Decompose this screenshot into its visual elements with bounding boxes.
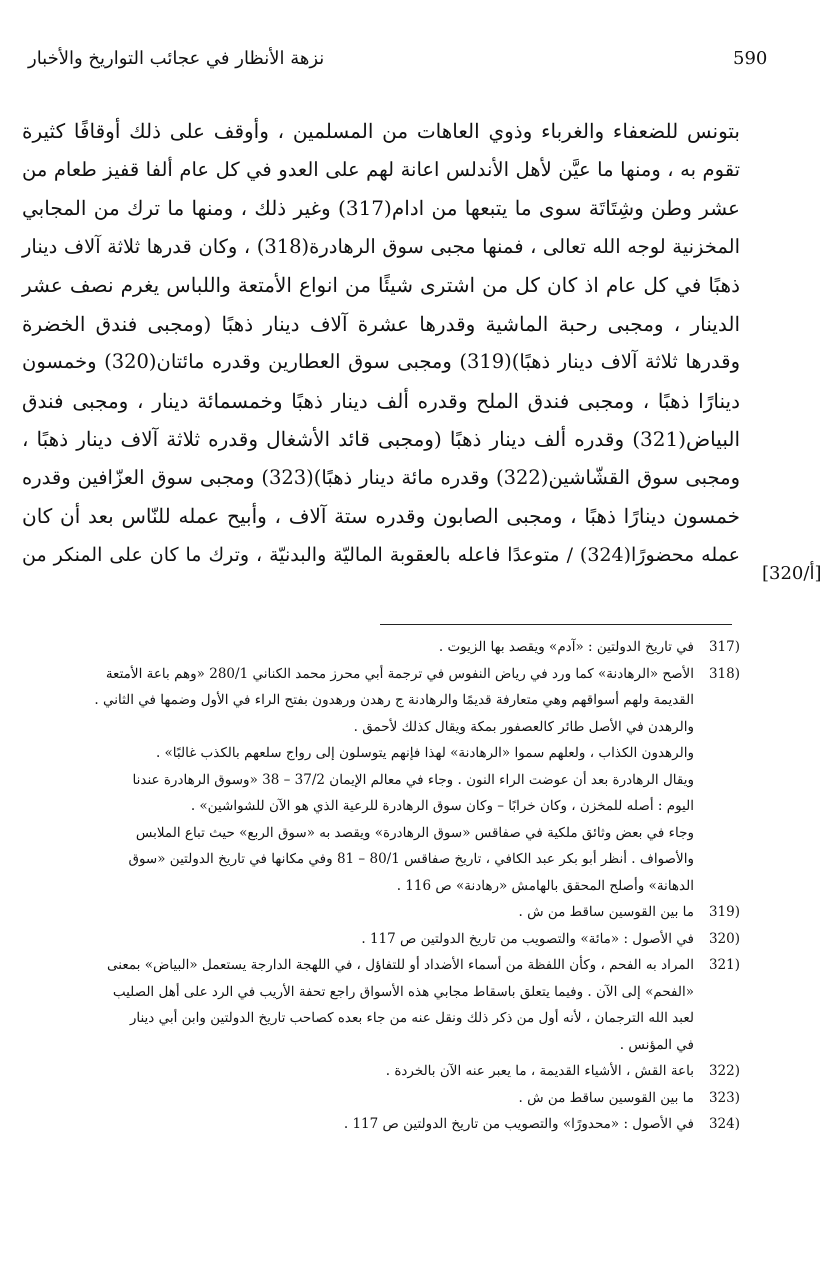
footnote-line: ويقال الرهادرة بعد أن عوضت الراء النون . وجاء في معالم الإيمان 37/2 – 38 «وسوق الرهادرة عندنا xyxy=(132,771,694,788)
footnote-line: باعة القش ، الأشياء القديمة ، ما يعبر عنه الآن بالخردة . xyxy=(385,1063,694,1079)
footnote-line: والأصواف . أنظر أبو بكر عبد الكافي ، تاريخ صفاقس 80/1 – 81 وفي مكانها في تاريخ الدولتين «سوق xyxy=(128,851,694,867)
text-line-content: بتونس للضعفاء والغرباء وذوي العاهات من المسلمين ، وأوقف على ذلك أوقافًا كثيرة xyxy=(22,119,740,143)
footnote xyxy=(28,952,740,1058)
page-number: 590 xyxy=(733,48,768,69)
text-line-content: وقدرها ثلاثة آلاف دينار ذهبًا)(319) ومجبى سوق العطارين وقدره مائتان(320) وخمسون xyxy=(22,350,741,373)
footnote-number: 319) xyxy=(708,904,740,920)
footnote-body xyxy=(28,1058,694,1085)
main-text xyxy=(22,112,740,574)
footnote xyxy=(28,661,740,900)
footnote-number: 324) xyxy=(708,1116,740,1132)
footnote-line: في الأصول : «محدورًا» والتصويب من تاريخ الدولتين ص 117 . xyxy=(343,1116,694,1132)
text-line xyxy=(22,112,740,151)
footnote-line: والرهدون الكذاب ، ولعلهم سموا «الرهادنة» لهذا فإنهم يتوسلون إلى رواج سلعهم بالكذب غالبًا» . xyxy=(155,745,694,761)
footnote-line: الأصح «الرهادنة» كما ورد في رياض النفوس في ترجمة أبي محرز محمد الكناني 280/1 «وهم باعة الأمتعة xyxy=(105,665,694,682)
footnote-line: «الفحم» إلى الآن . وفيما يتعلق باسقاط مجابي هذه الأسواق راجع تحفة الأريب في الرد على أهل الصليب xyxy=(112,983,694,1000)
text-line-content: تقوم به ، ومنها ما عيَّن لأهل الأندلس اعانة لهم على العدو في كل عام ألفا قفيز طعام من xyxy=(22,157,740,181)
footnote-line: ما بين القوسين ساقط من ش . xyxy=(518,1089,694,1106)
footnote-line: المراد به الفحم ، وكأن اللفظة من أسماء الأضداد أو للتفاؤل ، في اللهجة الدارجة يستعمل «البياض» بمعنى xyxy=(107,957,694,973)
footnote xyxy=(28,1085,740,1112)
footnote-line: لعبد الله الترجمان ، لأنه أول من ذكر ذلك ونقل عنه من جاء بعده كصاحب تاريخ الدولتين وابن أبي دينار xyxy=(129,1010,694,1026)
text-line xyxy=(22,497,740,536)
footnote-line: الدهانة» وأصلح المحقق بالهامش «رهادنة» ص 116 . xyxy=(396,877,694,894)
footnote-body xyxy=(28,1085,694,1112)
footnote-body xyxy=(28,661,694,900)
footnote xyxy=(28,634,740,661)
text-line-content: عشر وطن وشِتَاتَة سوى ما يتبعها من ادام(317) وغير ذلك ، ومنها ما ترك من المجابي xyxy=(22,196,740,220)
text-line-content: الدينار ، ومجبى رحبة الماشية وقدرها عشرة آلاف دينار ذهبًا (ومجبى فندق الخضرة xyxy=(22,311,740,336)
footnote-line: في المؤنس . xyxy=(619,1036,694,1053)
footnote-line: في الأصول : «مائة» والتصويب من تاريخ الدولتين ص 117 . xyxy=(361,930,694,947)
footnote-line: القديمة ولهم أسواقهم وهي متعارفة قديمًا والرهادنة ج رهدن ورهدون بفتح الراء في الأول وضمها في الثاني . xyxy=(94,692,694,708)
footnote xyxy=(28,1111,740,1138)
text-line xyxy=(22,420,740,459)
footnote-body xyxy=(28,899,694,926)
text-line xyxy=(22,459,740,498)
footnote-line: في تاريخ الدولتين : «آدم» ويقصد بها الزيوت . xyxy=(438,639,694,655)
text-line xyxy=(22,266,740,305)
footnotes xyxy=(28,634,740,1138)
text-line-content: البياض(321) وقدره ألف دينار ذهبًا (ومجبى قائد الأشغال وقدره ثلاثة آلاف دينار ذهبًا ، xyxy=(22,427,740,451)
footnote-body xyxy=(28,952,694,1058)
footnote-number: 320) xyxy=(708,930,740,947)
footnote-line: ما بين القوسين ساقط من ش . xyxy=(518,904,694,920)
text-line-content: ومجبى سوق القشّاشين(322) وقدره مائة دينار ذهبًا)(323) ومجبى سوق العزّافين وقدره xyxy=(22,465,741,489)
text-line xyxy=(22,305,740,344)
text-line xyxy=(22,536,740,575)
footnote-separator xyxy=(380,624,732,625)
text-line-content: المخزنية لوجه الله تعالى ، فمنها مجبى سوق الرهادرة(318) ، وكان قدرها ثلاثة آلاف دينار xyxy=(22,234,740,258)
text-line xyxy=(22,151,740,190)
footnote-body xyxy=(28,1111,694,1138)
footnote xyxy=(28,926,740,953)
text-line-content: عمله محضورًا(324) / متوعدًا فاعله بالعقوبة الماليّة والبدنيّة ، وترك ما كان على المنكر من xyxy=(22,543,740,566)
footnote xyxy=(28,1058,740,1085)
footnote-number: 323) xyxy=(708,1089,740,1106)
footnote-line: والرهدن في الأصل طائر كالعصفور بمكة ويقال كذلك لأحمق . xyxy=(353,718,694,735)
text-line xyxy=(22,189,740,228)
footnote-body xyxy=(28,926,694,953)
footnote-number: 317) xyxy=(708,639,740,655)
footnote-line: اليوم : أصله للمخزن ، وكان خرابًا – وكان سوق الرهادرة للرعية الذي هو الآن للشواشين» . xyxy=(190,798,694,814)
text-line xyxy=(22,228,740,267)
footnote-line: وجاء في بعض وثائق ملكية في صفاقس «سوق الرهادرة» ويقصد به «سوق الربع» حيث تباع الملابس xyxy=(135,824,694,841)
footnote-number: 318) xyxy=(708,665,740,682)
text-line-content: دينارًا ذهبًا ، ومجبى فندق الملح وقدره ألف دينار ذهبًا وخمسمائة دينار ، ومجبى فندق xyxy=(22,388,740,413)
text-line-content: خمسون دينارًا ذهبًا ، ومجبى الصابون وقدره ستة آلاف ، وأبيح عمله للنّاس بعد أن كان xyxy=(22,504,740,528)
footnote-number: 322) xyxy=(708,1063,740,1079)
page-header xyxy=(28,48,768,78)
footnote-number: 321) xyxy=(708,957,740,973)
text-line xyxy=(22,382,740,421)
margin-folio-note: [320/أ] xyxy=(762,563,822,584)
text-line-content: ذهبًا في كل عام اذ كان كل من اشترى شيئًا من انواع الأمتعة واللباس يغرم نصف عشر xyxy=(22,273,740,297)
running-title: نزهة الأنظار في عجائب التواريخ والأخبار xyxy=(28,48,325,69)
footnote xyxy=(28,899,740,926)
text-line xyxy=(22,343,740,382)
footnote-body xyxy=(28,634,694,661)
